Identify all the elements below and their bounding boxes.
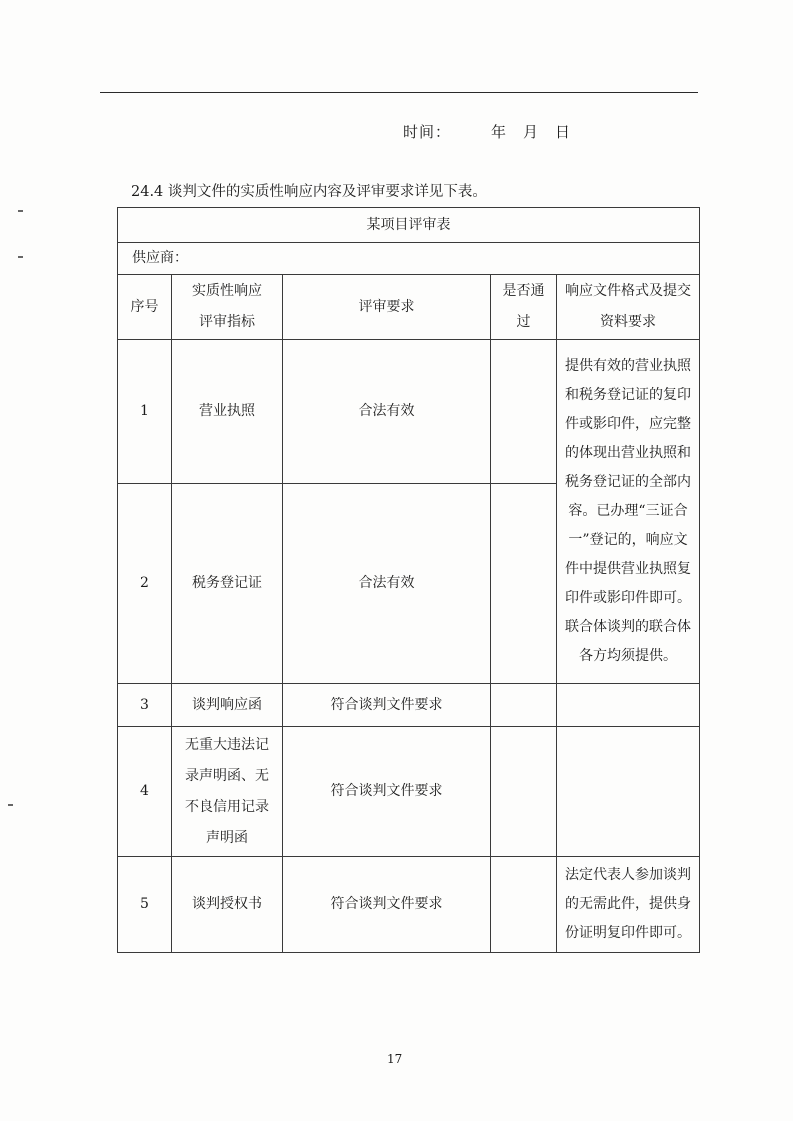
indicator-line: 录声明函、无 [185, 767, 269, 784]
format-line: 件或影印件，应完整 [565, 416, 692, 432]
row-format-cell [557, 727, 700, 857]
table-row [118, 857, 700, 953]
indicator-line: 无重大违法记 [185, 736, 269, 753]
scan-mark [8, 804, 13, 806]
row-indicator [172, 727, 283, 857]
scan-mark [18, 210, 23, 212]
col-header-format [557, 275, 700, 340]
supplier-row [118, 243, 700, 275]
row-pass-cell [491, 727, 557, 857]
row-pass-cell [491, 684, 557, 727]
col-header-pass [491, 275, 557, 340]
date-line [403, 121, 571, 142]
scan-mark [18, 256, 23, 258]
row-pass-cell [491, 484, 557, 684]
format-line: 法定代表人参加谈判 [565, 867, 692, 883]
row-indicator: 谈判响应函 [172, 684, 283, 727]
format-line: 的无需此件，提供身 [565, 896, 692, 912]
format-line: 各方均须提供。 [579, 648, 678, 664]
table-title: 某项目评审表 [118, 208, 700, 243]
col-header-indicator [172, 275, 283, 340]
row-requirement: 合法有效 [283, 340, 491, 484]
format-line: 税务登记证的全部内 [565, 474, 692, 490]
format-line: 提供有效的营业执照 [565, 358, 692, 374]
col-header-pass-line1: 是否通 [502, 283, 545, 299]
row-format-cell [557, 857, 700, 953]
col-header-format-line2: 资料要求 [600, 314, 657, 330]
format-line: 容。已办理“三证合 [568, 503, 688, 519]
indicator-line: 不良信用记录 [185, 798, 269, 815]
supplier-label: 供应商： [118, 243, 700, 275]
row-seq: 5 [118, 857, 172, 953]
row-pass-cell [491, 340, 557, 484]
row-pass-cell [491, 857, 557, 953]
table-row [118, 684, 700, 727]
table-row [118, 727, 700, 857]
row-requirement: 合法有效 [283, 484, 491, 684]
row-requirement: 符合谈判文件要求 [283, 857, 491, 953]
row-seq: 3 [118, 684, 172, 727]
col-header-pass-line2: 过 [516, 314, 531, 330]
col-header-format-line1: 响应文件格式及提交 [565, 283, 692, 299]
col-header-requirement: 评审要求 [283, 275, 491, 340]
row-indicator: 谈判授权书 [172, 857, 283, 953]
header-rule [100, 92, 698, 93]
table-row [118, 340, 700, 484]
row-indicator: 税务登记证 [172, 484, 283, 684]
format-line: 件中提供营业执照复 [565, 561, 692, 577]
section-intro: 24.4 谈判文件的实质性响应内容及评审要求详见下表。 [131, 184, 487, 200]
format-line: 和税务登记证的复印 [565, 387, 692, 403]
row-format-cell [557, 684, 700, 727]
page-number: 17 [387, 1052, 403, 1066]
date-label: 时间： [403, 123, 452, 141]
row-seq: 2 [118, 484, 172, 684]
format-line: 一”登记的，响应文 [568, 532, 688, 548]
date-year: 年 [491, 123, 508, 141]
table-header-row [118, 275, 700, 340]
row-requirement: 符合谈判文件要求 [283, 684, 491, 727]
row-seq: 4 [118, 727, 172, 857]
format-line: 联合体谈判的联合体 [565, 619, 692, 635]
evaluation-table [117, 207, 700, 953]
col-header-indicator-line1: 实质性响应 [192, 283, 262, 299]
format-line: 印件或影印件即可。 [565, 590, 692, 606]
format-line: 的体现出营业执照和 [565, 445, 692, 461]
date-month: 月 [523, 123, 540, 141]
row-format-merged [557, 340, 700, 684]
format-line: 份证明复印件即可。 [565, 925, 692, 941]
date-day: 日 [555, 123, 572, 141]
table-title-row [118, 208, 700, 243]
row-indicator: 营业执照 [172, 340, 283, 484]
col-header-indicator-line2: 评审指标 [199, 314, 255, 330]
col-header-seq: 序号 [118, 275, 172, 340]
row-seq: 1 [118, 340, 172, 484]
row-requirement: 符合谈判文件要求 [283, 727, 491, 857]
indicator-line: 声明函 [206, 829, 248, 846]
